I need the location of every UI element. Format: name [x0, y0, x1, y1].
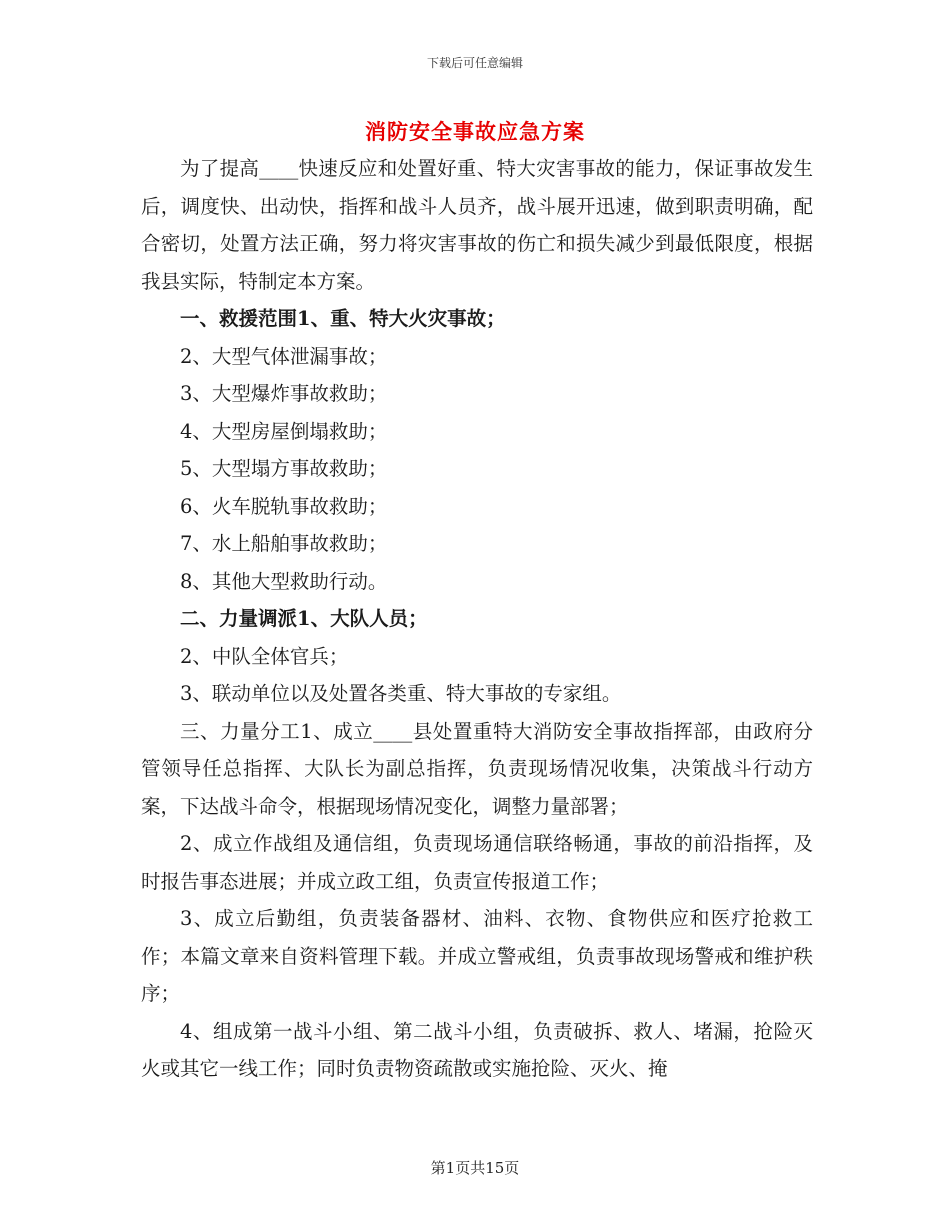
body-paragraph: 2、成立作战组及通信组，负责现场通信联络畅通，事故的前沿指挥，及时报告事态进展；并成立政工组，负责宣传报道工作； — [141, 832, 813, 893]
list-item: 4、大型房屋倒塌救助； — [180, 419, 388, 443]
list-item: 5、大型塌方事故救助； — [180, 457, 388, 480]
document-title: 消防安全事故应急方案 — [365, 119, 585, 144]
list-item: 3、联动单位以及处置各类重、特大事故的专家组。 — [180, 682, 622, 705]
list-item: 2、大型气体泄漏事故； — [180, 344, 388, 368]
page-footer: 第1页共15页 — [430, 1159, 520, 1177]
list-item: 3、大型爆炸事故救助； — [180, 382, 388, 405]
body-paragraph: 4、组成第一战斗小组、第二战斗小组，负责破拆、救人、堵漏，抢险灭火或其它一线工作；同时负责物资疏散或实施抢险、灭火、掩 — [141, 1019, 813, 1080]
section-heading-2: 二、力量调派1、大队人员； — [180, 607, 428, 630]
list-item: 6、火车脱轨事故救助； — [180, 494, 388, 518]
list-item: 2、中队全体官兵； — [180, 644, 349, 668]
page-header: 下载后可任意编辑 — [426, 56, 523, 70]
list-item: 8、其他大型救助行动。 — [180, 569, 388, 593]
body-paragraph: 3、成立后勤组，负责装备器材、油料、衣物、食物供应和医疗抢救工作；本篇文章来自资料管理下载。并成立警戒组，负责事故现场警戒和维护秩序； — [141, 907, 813, 1005]
intro-paragraph: 为了提高____快速反应和处置好重、特大灾害事故的能力，保证事故发生后，调度快、出动快，指挥和战斗人员齐，战斗展开迅速，做到职责明确，配合密切，处置方法正确，努力将灾害事故的伤亡和损失减少到最低限度，根据我县实际，特制定本方案。 — [141, 157, 813, 293]
list-item: 7、水上船舶事故救助； — [180, 532, 388, 555]
document-body — [141, 150, 813, 1088]
section-heading-1: 一、救援范围1、重、特大火灾事故； — [180, 307, 506, 330]
section-paragraph-3: 三、力量分工1、成立____县处置重特大消防安全事故指挥部，由政府分管领导任总指挥、大队长为副总指挥，负责现场情况收集，决策战斗行动方案，下达战斗命令，根据现场情况变化，调整力量部署； — [141, 719, 813, 818]
